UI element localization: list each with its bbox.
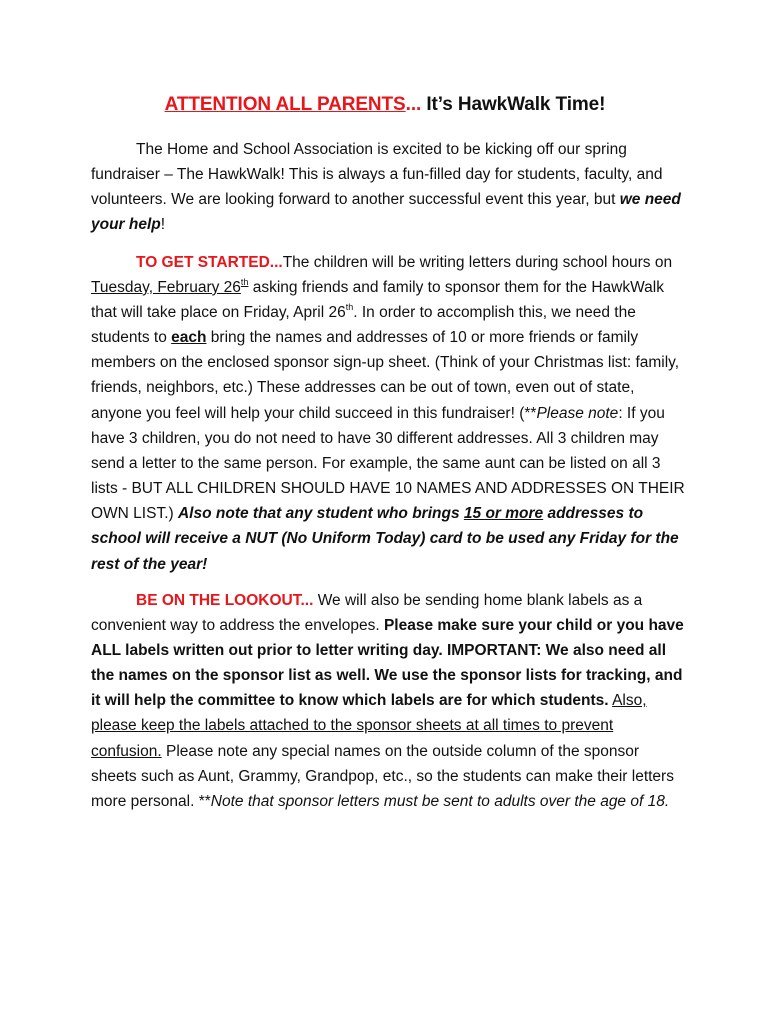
title-tagline: It’s HawkWalk Time! <box>421 94 606 115</box>
lookout-heading: BE ON THE LOOKOUT... <box>136 591 314 609</box>
adult-sponsor-note: Note that sponsor letters must be sent to adults over the age of 18. <box>210 792 670 810</box>
intro-end: ! <box>160 216 166 234</box>
please-note-label: Please note <box>536 404 619 422</box>
page-title <box>0 94 770 116</box>
label-instructions: Please make sure your child or you have ALL labels written out prior to letter writing day. IMPORTANT: We also need all the names on the sponsor list as well. We use the sponsor lists for tracking, and it will help the committee to know which labels are for which students. <box>91 616 684 710</box>
intro-paragraph <box>91 137 685 238</box>
letter-day-date: Tuesday, February 26 <box>91 278 241 296</box>
lookout-text-b: Please note any special names on the outside column of the sponsor sheets such as Aunt, Grammy, Grandpop, etc., so the students can make their letters more personal. ** <box>91 742 674 810</box>
each-emphasis: each <box>171 329 207 347</box>
letter-day-suffix: th <box>240 276 249 287</box>
bonus-text-a: Also note that any student who brings <box>177 505 464 523</box>
help-emphasis: we need your help <box>91 191 681 234</box>
title-heading: ATTENTION ALL PARENTS <box>164 94 406 115</box>
bonus-text-b: addresses to school will receive a NUT (No Uniform Today) card to be used any Friday for the rest of the year! <box>91 505 679 573</box>
title-ellipsis: ... <box>405 94 422 115</box>
get-started-text-a: The children will be writing letters during school hours on <box>282 253 673 271</box>
get-started-text-c: . In order to accomplish this, we need the students to <box>91 303 636 347</box>
get-started-paragraph <box>91 250 685 577</box>
get-started-text-d: bring the names and addresses of 10 or more friends or family members on the enclosed sponsor sign-up sheet. (Think of your Christmas list: family, friends, neighbors, etc.) These addresses can be out of town, even out of state, anyone you feel will help your child succeed in this fundraiser! (** <box>91 329 680 422</box>
bonus-count: 15 or more <box>463 505 544 523</box>
walk-day-suffix: th <box>345 301 354 312</box>
get-started-text-e: : If you have 3 children, you do not need to have 30 different addresses. All 3 children may send a letter to the same person. For example, the same aunt can be listed on all 3 lists - BUT ALL CHILDREN SHOULD HAVE 10 NAMES AND ADDRESSES ON THEIR OWN LIST.) <box>91 404 685 523</box>
lookout-text-a: We will also be sending home blank labels as a convenient way to address the envelopes. <box>91 591 643 634</box>
keep-labels-attached: Also, please keep the labels attached to the sponsor sheets at all times to prevent confusion. <box>91 692 647 760</box>
letter-body <box>91 137 685 826</box>
get-started-text-b: asking friends and family to sponsor them for the HawkWalk that will take place on Friday, April 26 <box>91 278 664 321</box>
intro-text: The Home and School Association is excited to be kicking off our spring fundraiser – The HawkWalk! This is always a fun-filled day for students, faculty, and volunteers. We are looking forward to another successful event this year, but <box>91 141 663 209</box>
get-started-heading: TO GET STARTED... <box>136 253 283 271</box>
lookout-paragraph <box>91 588 685 814</box>
